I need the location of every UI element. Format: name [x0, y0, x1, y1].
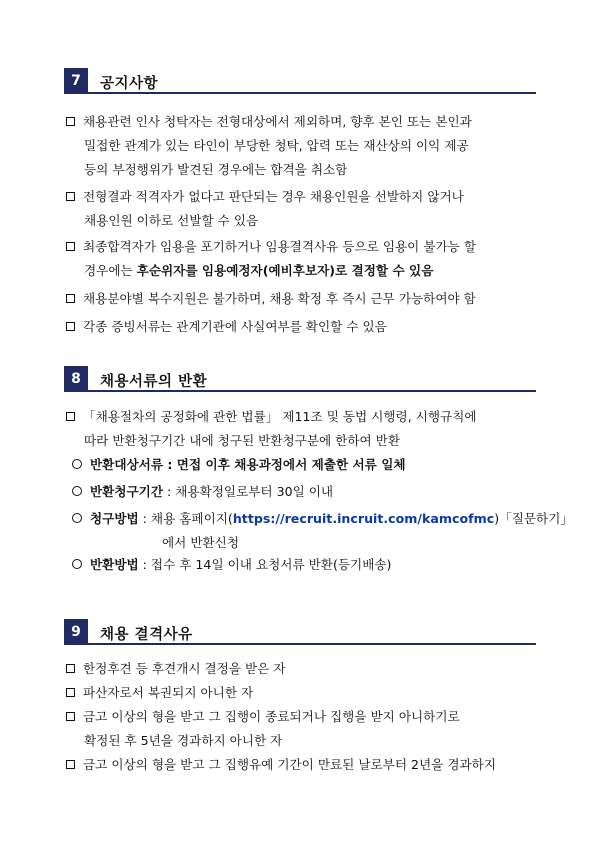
section-8-header	[64, 366, 536, 392]
section-9-header	[64, 619, 536, 645]
sub-list-item: 청구방법 : 채용 홈페이지(https://recruit.incruit.com/kamcofmc)「질문하기」 에서 반환신청	[72, 507, 538, 555]
section-title: 공지사항	[100, 76, 159, 92]
section-rule	[88, 390, 536, 392]
circle-bullet-icon	[72, 559, 82, 569]
sub-list-item: 반환방법 : 접수 후 14일 이내 요청서류 반환(등기배송)	[72, 553, 538, 577]
checkbox-bullet-icon	[66, 712, 75, 721]
circle-bullet-icon	[72, 459, 82, 469]
circle-bullet-icon	[72, 513, 82, 523]
list-item: 채용관련 인사 청탁자는 전형대상에서 제외하며, 향후 본인 또는 본인과 밀접한 관계가 있는 타인이 부당한 청탁, 압력 또는 재산상의 이익 제공 등의 부정행위가 발견된 경우에는 합격을 취소함	[66, 110, 538, 182]
list-item: 금고 이상의 형을 받고 그 집행유예 기간이 만료된 날로부터 2년을 경과하지	[66, 753, 538, 777]
checkbox-bullet-icon	[66, 688, 75, 697]
section-title: 채용 결격사유	[100, 627, 193, 643]
checkbox-bullet-icon	[66, 664, 75, 673]
section-number-badge: 9	[64, 619, 88, 645]
list-item: 최종합격자가 임용을 포기하거나 임용결격사유 등으로 임용이 불가능 할 경우에는 후순위자를 임용예정자(예비후보자)로 결정할 수 있음	[66, 235, 538, 283]
recruit-site-link[interactable]: https://recruit.incruit.com/kamcofmc	[232, 511, 495, 526]
section-number-badge: 7	[64, 68, 88, 94]
checkbox-bullet-icon	[66, 322, 75, 331]
list-item: 채용분야별 복수지원은 불가하며, 채용 확정 후 즉시 근무 가능하여야 함	[66, 287, 538, 311]
sub-list-item: 반환청구기간 : 채용확정일로부터 30일 이내	[72, 480, 538, 504]
section-rule	[88, 643, 536, 645]
bold-text: 후순위자를 임용예정자(예비후보자)로 결정할 수 있음	[136, 263, 434, 278]
checkbox-bullet-icon	[66, 192, 75, 201]
list-item: 한정후견 등 후견개시 결정을 받은 자	[66, 657, 538, 681]
circle-bullet-icon	[72, 486, 82, 496]
checkbox-bullet-icon	[66, 242, 75, 251]
section-rule	[88, 92, 536, 94]
sub-list-item: 반환대상서류 : 면접 이후 채용과정에서 제출한 서류 일체	[72, 453, 538, 477]
checkbox-bullet-icon	[66, 294, 75, 303]
list-item: 전형결과 적격자가 없다고 판단되는 경우 채용인원을 선발하지 않거나 채용인원 이하로 선발할 수 있음	[66, 185, 538, 233]
checkbox-bullet-icon	[66, 760, 75, 769]
section-number-badge: 8	[64, 366, 88, 392]
section-title: 채용서류의 반환	[100, 374, 208, 390]
list-item: 금고 이상의 형을 받고 그 집행이 종료되거나 집행을 받지 아니하기로 확정된 후 5년을 경과하지 아니한 자	[66, 705, 538, 753]
section-7-header	[64, 68, 536, 94]
list-item: 각종 증빙서류는 관계기관에 사실여부를 확인할 수 있음	[66, 315, 538, 339]
list-item: 「채용절차의 공정화에 관한 법률」 제11조 및 동법 시행령, 시행규칙에 따라 반환청구기간 내에 청구된 반환청구분에 한하여 반환	[66, 405, 538, 453]
checkbox-bullet-icon	[66, 412, 75, 421]
list-item: 파산자로서 복권되지 아니한 자	[66, 681, 538, 705]
checkbox-bullet-icon	[66, 117, 75, 126]
